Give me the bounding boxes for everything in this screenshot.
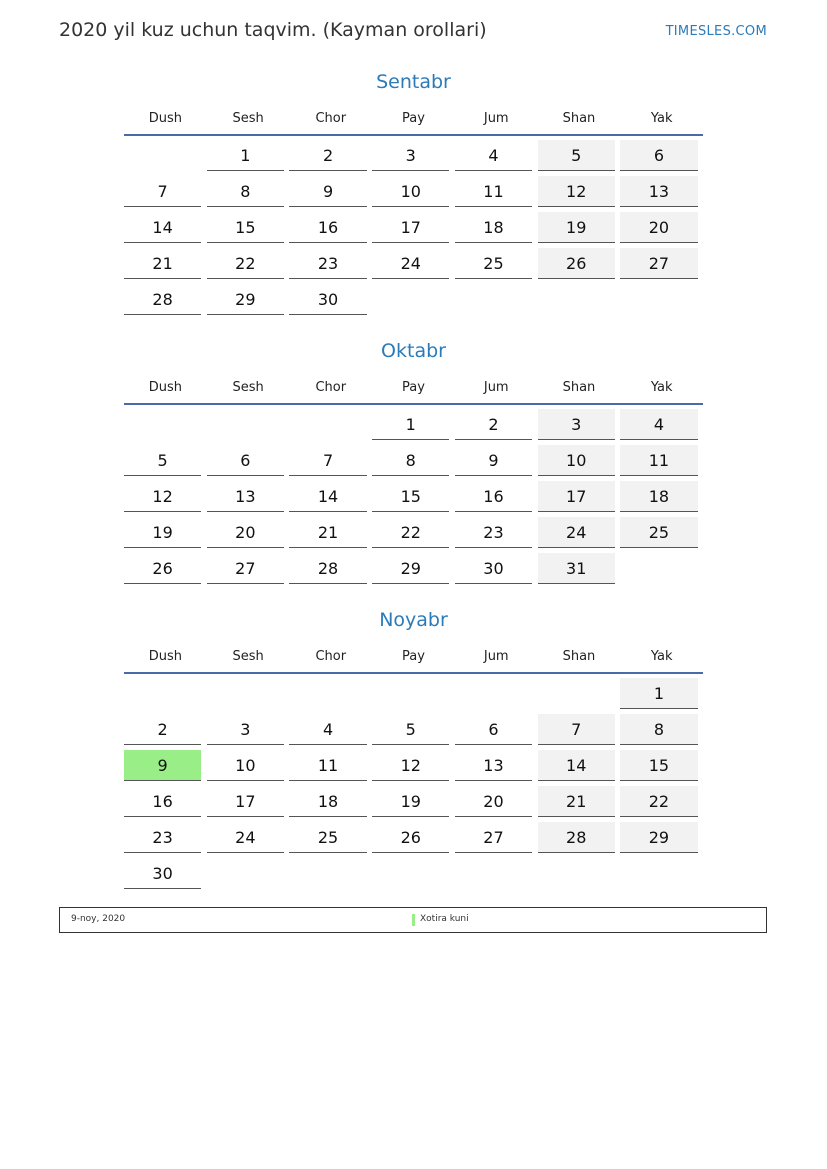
empty-day-cell [289, 409, 366, 440]
day-cell[interactable]: 18 [455, 212, 532, 243]
day-cell[interactable]: 22 [620, 786, 697, 817]
day-cell[interactable]: 19 [538, 212, 615, 243]
day-cell[interactable]: 9 [455, 445, 532, 476]
day-cell[interactable]: 4 [620, 409, 697, 440]
day-cell[interactable]: 12 [124, 481, 201, 512]
day-cell[interactable]: 24 [372, 248, 449, 279]
day-cell[interactable]: 1 [372, 409, 449, 440]
day-cell[interactable]: 29 [620, 822, 697, 853]
empty-day-cell [207, 409, 284, 440]
empty-day-cell [372, 678, 449, 709]
weekday-label: Chor [315, 649, 347, 664]
empty-day-cell [455, 284, 532, 315]
day-cell[interactable]: 17 [538, 481, 615, 512]
week-row [124, 714, 703, 750]
legend-holiday-name: Xotira kuni [420, 914, 469, 924]
weekday-label: Shan [562, 649, 596, 664]
day-cell[interactable]: 20 [455, 786, 532, 817]
month-title: Sentabr [376, 71, 451, 93]
empty-day-cell [124, 678, 201, 709]
weekday-label: Shan [562, 111, 596, 126]
day-cell[interactable]: 27 [207, 553, 284, 584]
month-title: Noyabr [379, 609, 448, 631]
holiday-legend [59, 907, 767, 933]
day-cell[interactable]: 11 [289, 750, 366, 781]
week-row [124, 517, 703, 553]
day-cell[interactable]: 24 [538, 517, 615, 548]
weekday-label: Sesh [232, 649, 264, 664]
week-row [124, 553, 703, 589]
day-cell[interactable]: 9 [289, 176, 366, 207]
day-cell[interactable]: 11 [620, 445, 697, 476]
week-row [124, 212, 703, 248]
week-row [124, 786, 703, 822]
empty-day-cell [620, 284, 697, 315]
day-cell[interactable]: 10 [372, 176, 449, 207]
month-title: Oktabr [381, 340, 446, 362]
day-cell[interactable]: 27 [455, 822, 532, 853]
day-cell[interactable]: 5 [538, 140, 615, 171]
day-cell[interactable]: 21 [538, 786, 615, 817]
day-cell[interactable]: 28 [124, 284, 201, 315]
weekday-label: Yak [650, 111, 673, 126]
empty-day-cell [538, 284, 615, 315]
day-cell[interactable]: 7 [538, 714, 615, 745]
day-cell[interactable]: 14 [289, 481, 366, 512]
weekday-label: Dush [148, 649, 182, 664]
weekday-label: Chor [315, 111, 347, 126]
weekday-header [124, 365, 703, 405]
day-cell[interactable]: 3 [207, 714, 284, 745]
week-row [124, 248, 703, 284]
day-cell[interactable]: 20 [620, 212, 697, 243]
day-cell[interactable]: 16 [289, 212, 366, 243]
day-grid [124, 678, 703, 894]
day-cell[interactable]: 15 [620, 750, 697, 781]
week-row [124, 284, 703, 320]
page-title: 2020 yil kuz uchun taqvim. (Kayman orollari) [59, 19, 487, 41]
day-cell[interactable]: 18 [620, 481, 697, 512]
day-cell[interactable]: 26 [538, 248, 615, 279]
empty-day-cell [455, 678, 532, 709]
day-cell[interactable]: 14 [124, 212, 201, 243]
day-cell[interactable]: 30 [124, 858, 201, 889]
day-cell[interactable]: 10 [538, 445, 615, 476]
week-row [124, 140, 703, 176]
day-cell[interactable]: 10 [207, 750, 284, 781]
weekday-header [124, 96, 703, 136]
weekday-label: Chor [315, 380, 347, 395]
weekday-label: Dush [148, 380, 182, 395]
day-cell[interactable]: 31 [538, 553, 615, 584]
day-cell[interactable]: 17 [207, 786, 284, 817]
weekday-label: Pay [402, 380, 425, 395]
day-cell[interactable]: 7 [289, 445, 366, 476]
day-cell[interactable]: 18 [289, 786, 366, 817]
day-cell[interactable]: 19 [124, 517, 201, 548]
empty-day-cell [538, 858, 615, 889]
day-cell[interactable]: 23 [455, 517, 532, 548]
day-cell[interactable]: 26 [124, 553, 201, 584]
weekday-label: Jum [483, 649, 509, 664]
day-cell[interactable]: 25 [455, 248, 532, 279]
week-row [124, 445, 703, 481]
day-cell[interactable]: 27 [620, 248, 697, 279]
week-row [124, 678, 703, 714]
day-cell[interactable]: 20 [207, 517, 284, 548]
day-cell[interactable]: 23 [124, 822, 201, 853]
empty-day-cell [289, 678, 366, 709]
empty-day-cell [124, 140, 201, 171]
day-cell[interactable]: 26 [372, 822, 449, 853]
day-cell[interactable]: 22 [372, 517, 449, 548]
day-cell[interactable]: 29 [207, 284, 284, 315]
day-cell[interactable]: 1 [620, 678, 697, 709]
legend-color-swatch [412, 914, 415, 926]
day-cell[interactable]: 13 [455, 750, 532, 781]
day-cell[interactable]: 15 [372, 481, 449, 512]
day-cell[interactable]: 7 [124, 176, 201, 207]
weekday-label: Dush [148, 111, 182, 126]
day-cell[interactable]: 30 [289, 284, 366, 315]
day-cell[interactable]: 21 [289, 517, 366, 548]
day-cell[interactable]: 3 [538, 409, 615, 440]
day-cell[interactable]: 4 [455, 140, 532, 171]
day-cell[interactable]: 22 [207, 248, 284, 279]
week-row [124, 750, 703, 786]
day-cell[interactable]: 25 [289, 822, 366, 853]
month-september [124, 68, 703, 320]
day-cell[interactable]: 2 [289, 140, 366, 171]
holiday-day-cell[interactable]: 9 [124, 750, 201, 781]
month-november [124, 606, 703, 894]
weekday-label: Jum [483, 111, 509, 126]
week-row [124, 858, 703, 894]
day-cell[interactable]: 6 [455, 714, 532, 745]
day-cell[interactable]: 5 [372, 714, 449, 745]
empty-day-cell [455, 858, 532, 889]
day-cell[interactable]: 28 [538, 822, 615, 853]
day-cell[interactable]: 29 [372, 553, 449, 584]
week-row [124, 481, 703, 517]
day-cell[interactable]: 6 [620, 140, 697, 171]
day-cell[interactable]: 3 [372, 140, 449, 171]
day-cell[interactable]: 16 [455, 481, 532, 512]
day-grid [124, 409, 703, 589]
day-cell[interactable]: 13 [207, 481, 284, 512]
weekday-label: Pay [402, 111, 425, 126]
day-cell[interactable]: 8 [620, 714, 697, 745]
day-cell[interactable]: 12 [538, 176, 615, 207]
empty-day-cell [124, 409, 201, 440]
day-cell[interactable]: 14 [538, 750, 615, 781]
day-cell[interactable]: 28 [289, 553, 366, 584]
week-row [124, 409, 703, 445]
day-cell[interactable]: 2 [455, 409, 532, 440]
day-cell[interactable]: 13 [620, 176, 697, 207]
day-cell[interactable]: 30 [455, 553, 532, 584]
empty-day-cell [538, 678, 615, 709]
day-cell[interactable]: 25 [620, 517, 697, 548]
empty-day-cell [372, 858, 449, 889]
day-cell[interactable]: 24 [207, 822, 284, 853]
weekday-header [124, 634, 703, 674]
site-link[interactable]: TIMESLES.COM [665, 24, 767, 39]
weekday-label: Yak [650, 649, 673, 664]
day-cell[interactable]: 1 [207, 140, 284, 171]
day-grid [124, 140, 703, 320]
day-cell[interactable]: 15 [207, 212, 284, 243]
day-cell[interactable]: 8 [372, 445, 449, 476]
weekday-label: Jum [483, 380, 509, 395]
weekday-label: Shan [562, 380, 596, 395]
week-row [124, 176, 703, 212]
day-cell[interactable]: 11 [455, 176, 532, 207]
empty-day-cell [620, 858, 697, 889]
day-cell[interactable]: 21 [124, 248, 201, 279]
weekday-label: Sesh [232, 111, 264, 126]
day-cell[interactable]: 2 [124, 714, 201, 745]
empty-day-cell [620, 553, 697, 584]
weekday-label: Sesh [232, 380, 264, 395]
day-cell[interactable]: 16 [124, 786, 201, 817]
empty-day-cell [207, 858, 284, 889]
weekday-label: Pay [402, 649, 425, 664]
week-row [124, 822, 703, 858]
day-cell[interactable]: 12 [372, 750, 449, 781]
day-cell[interactable]: 5 [124, 445, 201, 476]
day-cell[interactable]: 23 [289, 248, 366, 279]
empty-day-cell [372, 284, 449, 315]
empty-day-cell [289, 858, 366, 889]
day-cell[interactable]: 8 [207, 176, 284, 207]
weekday-label: Yak [650, 380, 673, 395]
day-cell[interactable]: 19 [372, 786, 449, 817]
day-cell[interactable]: 17 [372, 212, 449, 243]
day-cell[interactable]: 6 [207, 445, 284, 476]
month-october [124, 337, 703, 589]
day-cell[interactable]: 4 [289, 714, 366, 745]
empty-day-cell [207, 678, 284, 709]
legend-date: 9-noy, 2020 [71, 914, 126, 924]
